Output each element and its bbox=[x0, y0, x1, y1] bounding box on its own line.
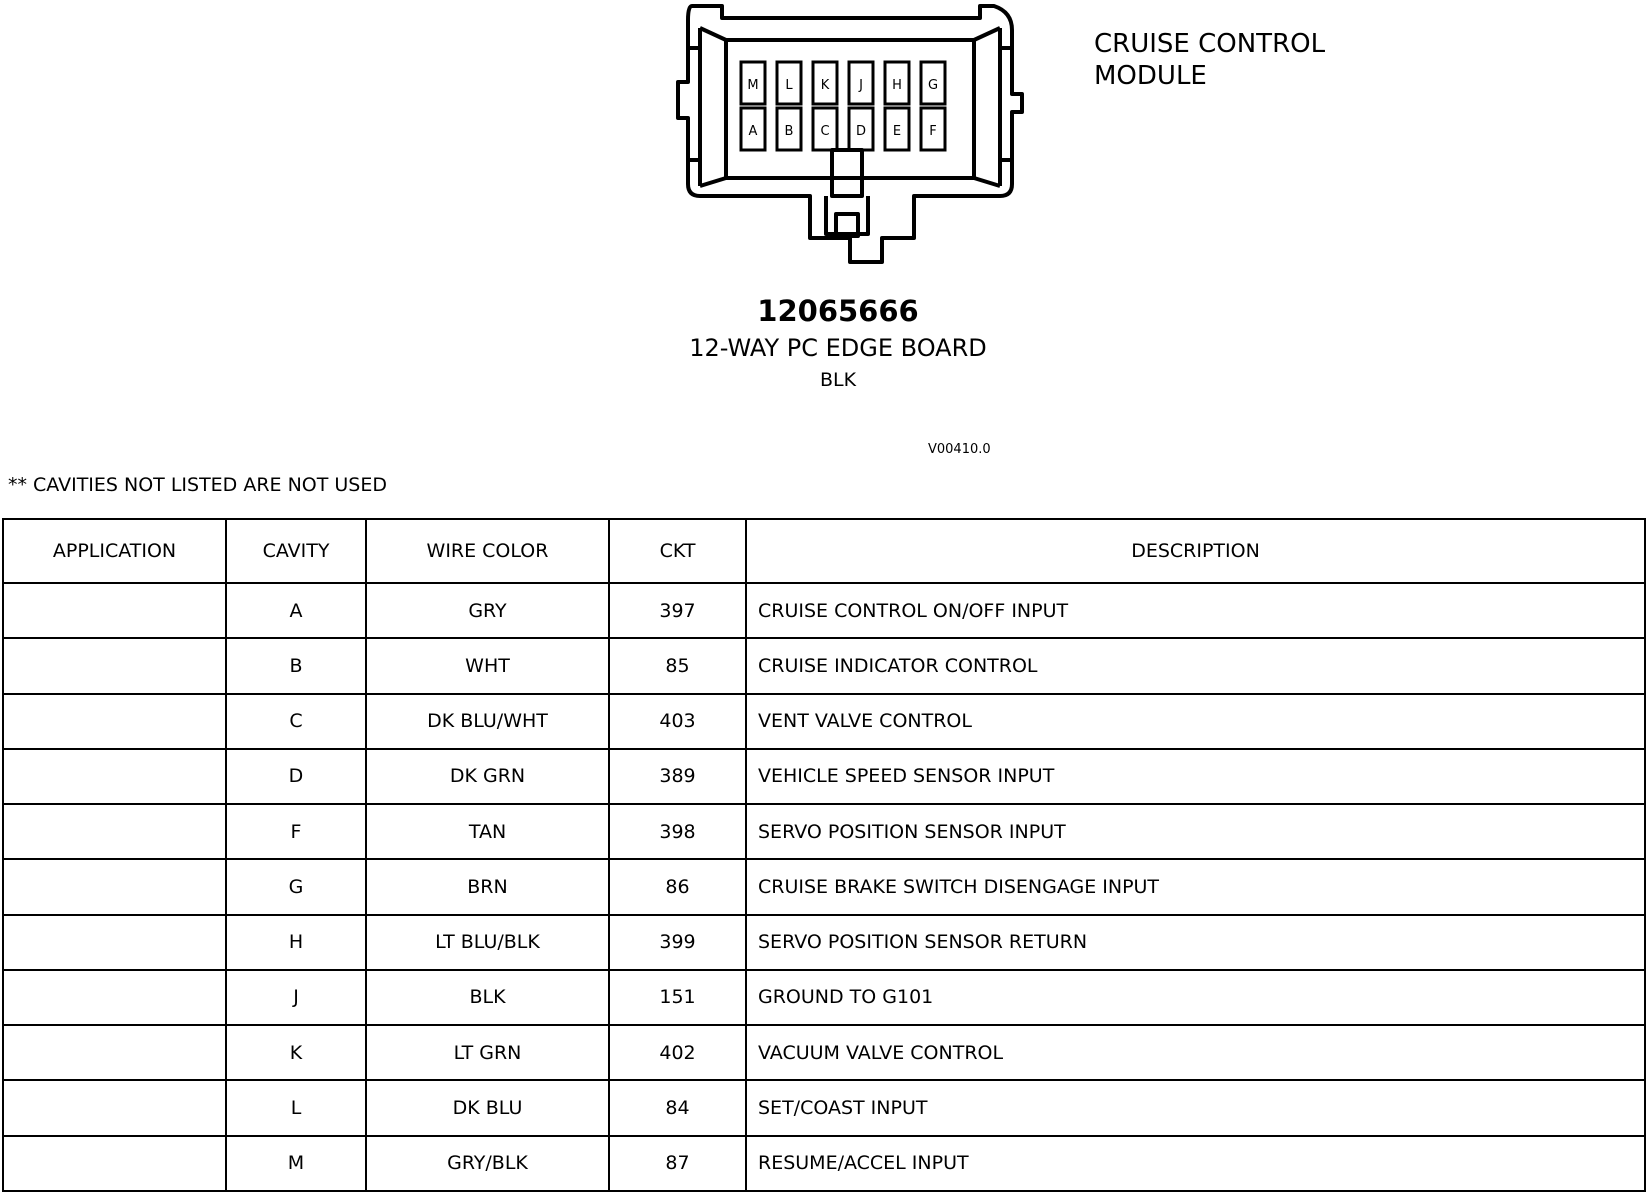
application-cell bbox=[3, 1136, 226, 1191]
table-row bbox=[3, 694, 1645, 749]
cavity-cell: D bbox=[226, 749, 366, 804]
cavity-cell: F bbox=[226, 804, 366, 859]
description-cell: CRUISE INDICATOR CONTROL bbox=[746, 638, 1645, 693]
cavity-cell: L bbox=[226, 1080, 366, 1135]
table-row bbox=[3, 859, 1645, 914]
cavity-cell: A bbox=[226, 583, 366, 638]
wire-color-cell: DK BLU bbox=[366, 1080, 609, 1135]
table-header-row bbox=[3, 519, 1645, 583]
table-row bbox=[3, 970, 1645, 1025]
wire-color-cell: BLK bbox=[366, 970, 609, 1025]
application-cell bbox=[3, 638, 226, 693]
cavity-letter: C bbox=[820, 124, 830, 139]
wire-color-cell: WHT bbox=[366, 638, 609, 693]
application-cell bbox=[3, 915, 226, 970]
description-cell: SET/COAST INPUT bbox=[746, 1080, 1645, 1135]
application-cell bbox=[3, 804, 226, 859]
description-cell: GROUND TO G101 bbox=[746, 970, 1645, 1025]
ckt-cell: 402 bbox=[609, 1025, 746, 1080]
ckt-cell: 84 bbox=[609, 1080, 746, 1135]
wire-color-cell: DK GRN bbox=[366, 749, 609, 804]
reference-code: V00410.0 bbox=[928, 442, 991, 457]
ckt-cell: 397 bbox=[609, 583, 746, 638]
cavity-letter: A bbox=[748, 124, 758, 139]
application-cell bbox=[3, 694, 226, 749]
cavity-letter: F bbox=[929, 124, 937, 139]
cavities-note: ** CAVITIES NOT LISTED ARE NOT USED bbox=[8, 474, 388, 496]
cavity-cell: K bbox=[226, 1025, 366, 1080]
connector-face-diagram bbox=[0, 0, 1648, 300]
ckt-cell: 86 bbox=[609, 859, 746, 914]
header-wire-color: WIRE COLOR bbox=[366, 519, 609, 583]
application-cell bbox=[3, 583, 226, 638]
module-title-line-1: CRUISE CONTROL bbox=[1094, 29, 1326, 59]
application-cell bbox=[3, 859, 226, 914]
cavity-grid bbox=[741, 62, 945, 150]
application-cell bbox=[3, 970, 226, 1025]
description-cell: VEHICLE SPEED SENSOR INPUT bbox=[746, 749, 1645, 804]
application-cell bbox=[3, 1080, 226, 1135]
table-row bbox=[3, 583, 1645, 638]
wire-color-cell: GRY bbox=[366, 583, 609, 638]
locking-tab bbox=[832, 150, 862, 196]
description-cell: VACUUM VALVE CONTROL bbox=[746, 1025, 1645, 1080]
table-row bbox=[3, 638, 1645, 693]
cavity-cell: H bbox=[226, 915, 366, 970]
wire-color-cell: BRN bbox=[366, 859, 609, 914]
description-cell: RESUME/ACCEL INPUT bbox=[746, 1136, 1645, 1191]
application-cell bbox=[3, 1025, 226, 1080]
pinout-table-body bbox=[3, 583, 1645, 1191]
description-cell: VENT VALVE CONTROL bbox=[746, 694, 1645, 749]
ckt-cell: 403 bbox=[609, 694, 746, 749]
connector-color: BLK bbox=[819, 369, 857, 391]
table-row bbox=[3, 749, 1645, 804]
table-row bbox=[3, 1080, 1645, 1135]
ckt-cell: 399 bbox=[609, 915, 746, 970]
cavity-cell: B bbox=[226, 638, 366, 693]
part-number: 12065666 bbox=[757, 294, 919, 328]
description-cell: SERVO POSITION SENSOR INPUT bbox=[746, 804, 1645, 859]
module-title-line-2: MODULE bbox=[1094, 61, 1207, 91]
cavity-cell: M bbox=[226, 1136, 366, 1191]
cavity-letter: G bbox=[927, 78, 939, 93]
table-row bbox=[3, 1025, 1645, 1080]
header-application: APPLICATION bbox=[3, 519, 226, 583]
connector-description: 12-WAY PC EDGE BOARD bbox=[689, 334, 987, 362]
wire-color-cell: DK BLU/WHT bbox=[366, 694, 609, 749]
header-ckt: CKT bbox=[609, 519, 746, 583]
description-cell: SERVO POSITION SENSOR RETURN bbox=[746, 915, 1645, 970]
wire-color-cell: TAN bbox=[366, 804, 609, 859]
cavity-letter: H bbox=[892, 78, 902, 93]
ckt-cell: 87 bbox=[609, 1136, 746, 1191]
cavity-cell: J bbox=[226, 970, 366, 1025]
ckt-cell: 398 bbox=[609, 804, 746, 859]
table-row bbox=[3, 804, 1645, 859]
description-cell: CRUISE CONTROL ON/OFF INPUT bbox=[746, 583, 1645, 638]
ckt-cell: 389 bbox=[609, 749, 746, 804]
table-row bbox=[3, 915, 1645, 970]
ckt-cell: 85 bbox=[609, 638, 746, 693]
cavity-letter: J bbox=[859, 78, 863, 93]
cavity-letter: K bbox=[820, 78, 830, 93]
cavity-cell: G bbox=[226, 859, 366, 914]
pinout-table bbox=[2, 518, 1646, 1192]
cavity-letter: E bbox=[892, 124, 902, 139]
cavity-letter: B bbox=[784, 124, 794, 139]
table-row bbox=[3, 1136, 1645, 1191]
application-cell bbox=[3, 749, 226, 804]
cavity-cell: C bbox=[226, 694, 366, 749]
header-cavity: CAVITY bbox=[226, 519, 366, 583]
header-description: DESCRIPTION bbox=[746, 519, 1645, 583]
wire-color-cell: LT GRN bbox=[366, 1025, 609, 1080]
wire-color-cell: LT BLU/BLK bbox=[366, 915, 609, 970]
module-title bbox=[1094, 28, 1325, 92]
ckt-cell: 151 bbox=[609, 970, 746, 1025]
wire-color-cell: GRY/BLK bbox=[366, 1136, 609, 1191]
description-cell: CRUISE BRAKE SWITCH DISENGAGE INPUT bbox=[746, 859, 1645, 914]
cavity-letter: L bbox=[785, 78, 793, 93]
cavity-letter: D bbox=[855, 124, 867, 139]
cavity-letter: M bbox=[747, 78, 759, 93]
